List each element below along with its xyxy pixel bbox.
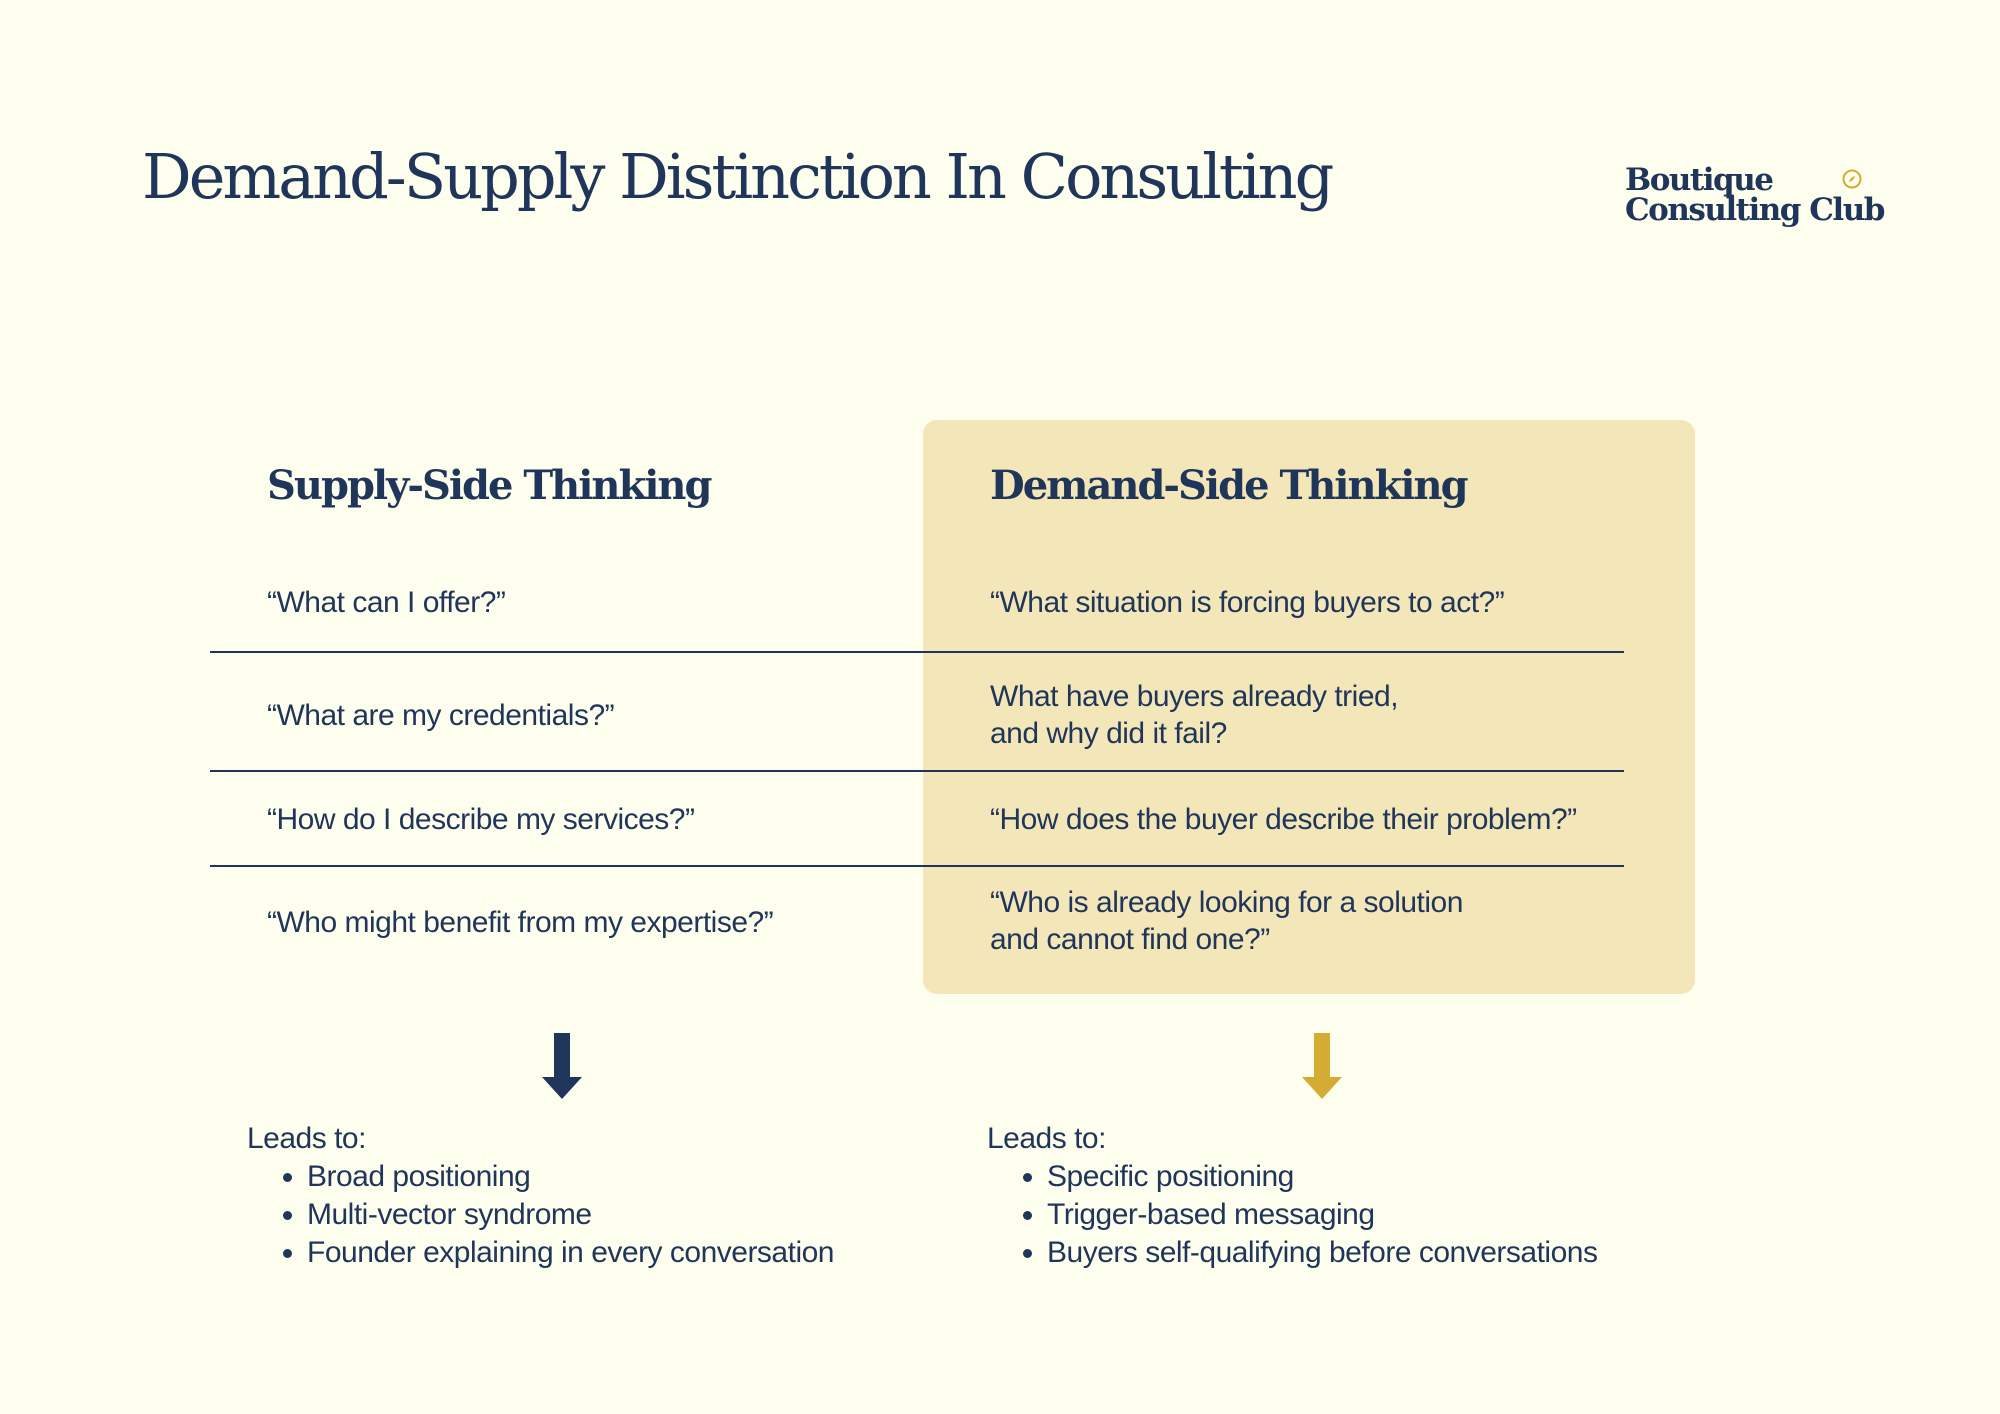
row-divider-3 [210,865,1624,867]
logo-line-2: Consulting Club [1625,192,1884,228]
demand-row-3 [990,801,1577,838]
page-title: Demand-Supply Distinction In Consulting [142,140,1332,213]
demand-row-4-line-2: and cannot find one?” [990,923,1270,956]
row-divider-1 [210,651,1624,653]
demand-down-arrow-icon [1302,1033,1342,1099]
demand-outcomes [987,1120,1597,1272]
demand-row-2-line-1: What have buyers already tried, [990,680,1399,713]
supply-row-2-text: “What are my credentials?” [267,699,615,732]
supply-row-2 [267,697,614,734]
supply-row-4 [267,904,773,941]
supply-down-arrow-icon [542,1033,582,1099]
supply-side-heading: Supply-Side Thinking [267,462,711,509]
demand-outcome-item: • Trigger-based messaging [1047,1196,1597,1234]
supply-outcome-item: • Founder explaining in every conversation [307,1234,834,1272]
supply-row-1-text: “What can I offer?” [267,586,506,619]
demand-row-1 [990,584,1504,621]
supply-outcome-list [247,1158,834,1272]
demand-side-heading: Demand-Side Thinking [990,462,1467,509]
row-divider-2 [210,770,1624,772]
supply-leads-label: Leads to: [247,1122,366,1155]
demand-row-2-line-2: and why did it fail? [990,717,1227,750]
demand-row-1-text: “What situation is forcing buyers to act?” [990,586,1505,619]
demand-outcome-list [987,1158,1597,1272]
demand-leads-label: Leads to: [987,1122,1106,1155]
supply-row-3-text: “How do I describe my services?” [267,803,695,836]
supply-outcomes [247,1120,834,1272]
demand-outcome-item: • Specific positioning [1047,1158,1597,1196]
demand-outcome-item: • Buyers self-qualifying before conversations [1047,1234,1597,1272]
supply-outcome-item: • Multi-vector syndrome [307,1196,834,1234]
logo-line-1: Boutique [1625,162,1773,198]
demand-row-3-text: “How does the buyer describe their problem?” [990,803,1577,836]
demand-row-2 [990,678,1398,752]
demand-row-4 [990,884,1463,958]
demand-row-4-line-1: “Who is already looking for a solution [990,886,1463,919]
supply-row-3 [267,801,694,838]
compass-icon [1842,169,1862,189]
supply-row-4-text: “Who might benefit from my expertise?” [267,906,774,939]
supply-row-1 [267,584,505,621]
supply-outcome-item: • Broad positioning [307,1158,834,1196]
